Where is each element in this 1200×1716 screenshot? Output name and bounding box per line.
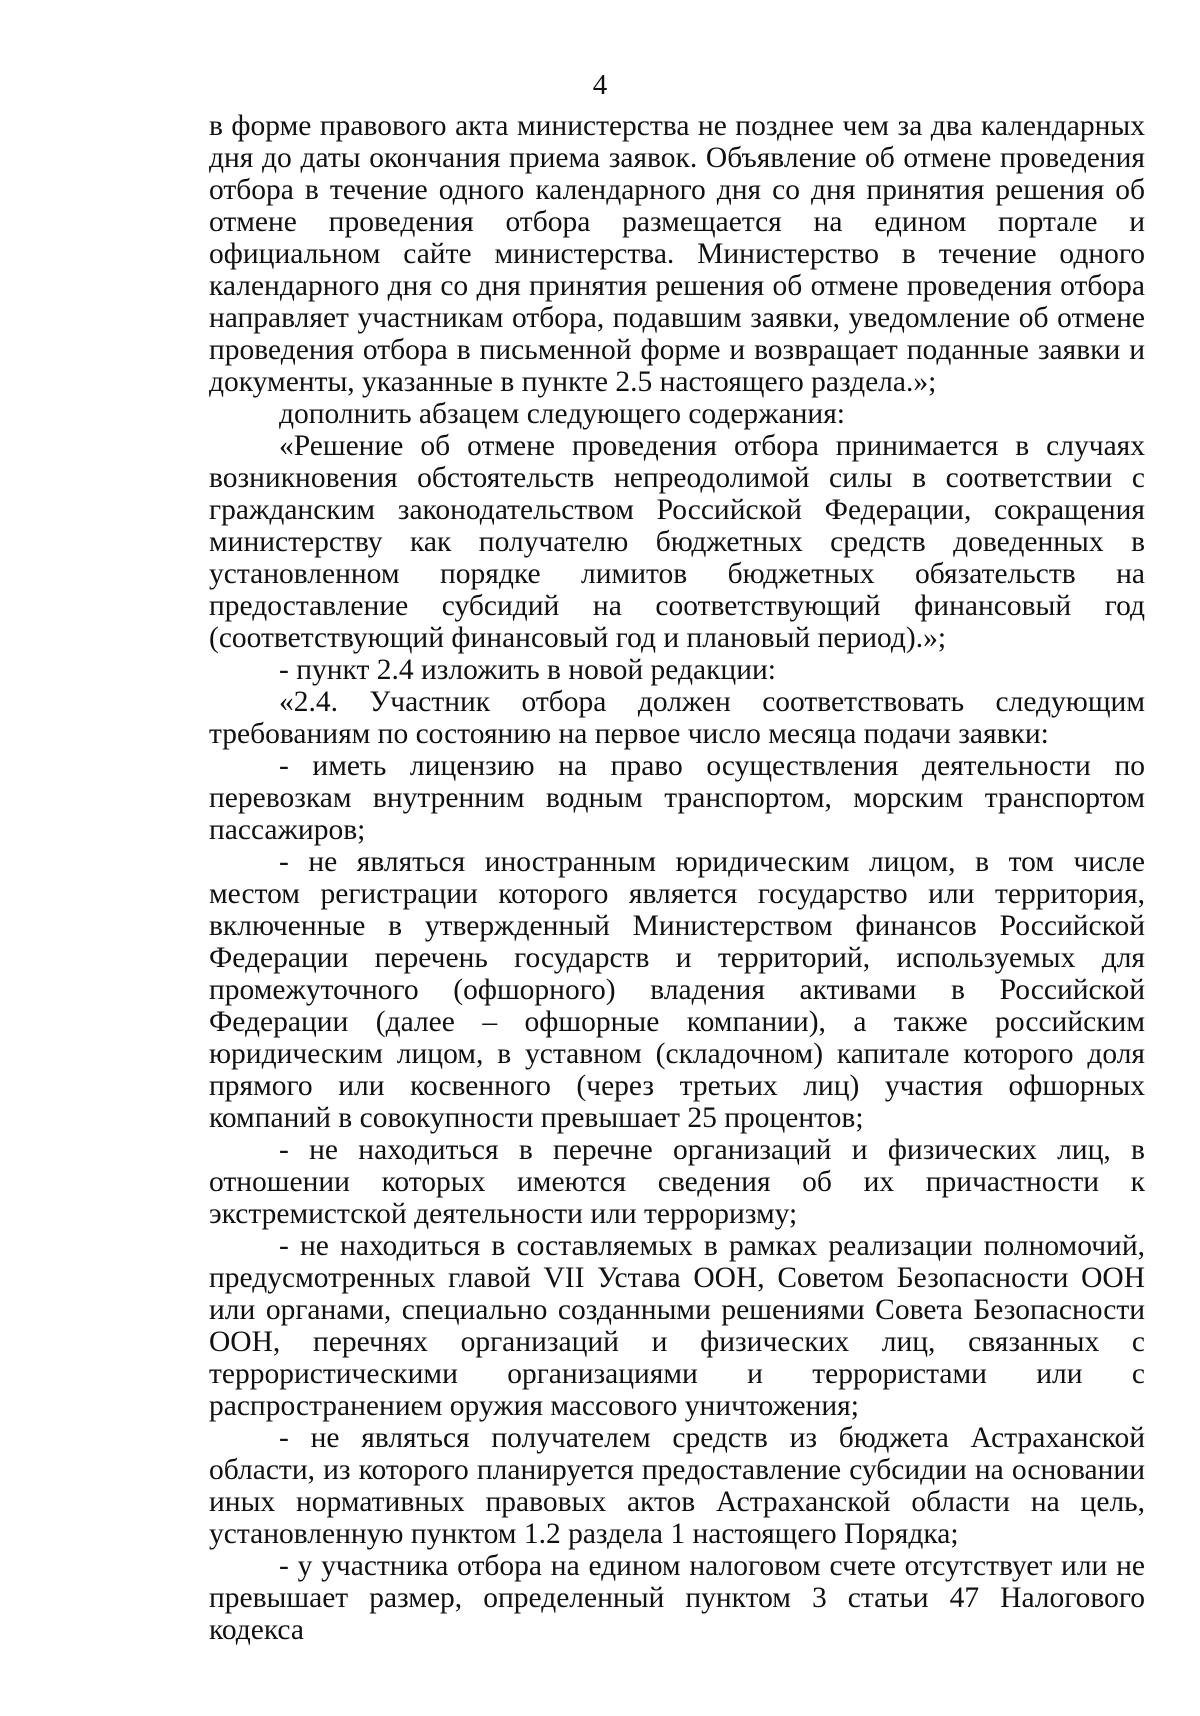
document-body: [209, 110, 1145, 1646]
paragraph-requirement-extremism: - не находиться в перечне организаций и физических лиц, в отношении которых имеются сведения об их причастности к экстремистской деятельности или терроризму;: [209, 1134, 1145, 1230]
paragraph-item-2-4-instruction: - пункт 2.4 изложить в новой редакции:: [279, 654, 776, 686]
paragraph-requirement-tax: - у участника отбора на едином налоговом счете отсутствует или не превышает размер, определенный пунктом 3 статьи 47 Налогового кодекса: [209, 1550, 1145, 1646]
paragraph-continuation: в форме правового акта министерства не позднее чем за два календарных дня до даты окончания приема заявок. Объявление об отмене проведения отбора в течение одного календарного дня со дня принятия решения об отмене проведения отбора размещается на едином портале и официальном сайте министерства. Министерство в течение одного календарного дня со дня принятия решения об отмене проведения отбора направляет участникам отбора, подавшим заявки, уведомление об отмене проведения отбора в письменной форме и возвращает поданные заявки и документы, указанные в пункте 2.5 настоящего раздела.»;: [209, 110, 1145, 398]
paragraph-add-instruction: дополнить абзацем следующего содержания:: [279, 398, 845, 430]
paragraph-item-2-4: «2.4. Участник отбора должен соответствовать следующим требованиям по состоянию на первое число месяца подачи заявки:: [209, 686, 1145, 750]
page-number: 4: [592, 69, 608, 101]
paragraph-requirement-un-lists: - не находиться в составляемых в рамках реализации полномочий, предусмотренных главой VII Устава ООН, Советом Безопасности ООН или органами, специально созданными решениями Совета Безопасности ООН, перечнях организаций и физических лиц, связанных с террористическими организациями и террористами или с распространением оружия массового уничтожения;: [209, 1230, 1145, 1422]
paragraph-requirement-license: - иметь лицензию на право осуществления деятельности по перевозкам внутренним водным транспортом, морским транспортом пассажиров;: [209, 750, 1145, 846]
paragraph-requirement-budget: - не являться получателем средств из бюджета Астраханской области, из которого планируется предоставление субсидии на основании иных нормативных правовых актов Астраханской области на цель, установленную пунктом 1.2 раздела 1 настоящего Порядка;: [209, 1422, 1145, 1550]
paragraph-requirement-offshore: - не являться иностранным юридическим лицом, в том числе местом регистрации которого является государство или территория, включенные в утвержденный Министерством финансов Российской Федерации перечень государств и территорий, используемых для промежуточного (офшорного) владения активами в Российской Федерации (далее – офшорные компании), а также российским юридическим лицом, в уставном (складочном) капитале которого доля прямого или косвенного (через третьих лиц) участия офшорных компаний в совокупности превышает 25 процентов;: [209, 846, 1145, 1134]
paragraph-cancel-decision: «Решение об отмене проведения отбора принимается в случаях возникновения обстоятельств непреодолимой силы в соответствии с гражданским законодательством Российской Федерации, сокращения министерству как получателю бюджетных средств доведенных в установленном порядке лимитов бюджетных обязательств на предоставление субсидий на соответствующий финансовый год (соответствующий финансовый год и плановый период).»;: [209, 430, 1145, 654]
